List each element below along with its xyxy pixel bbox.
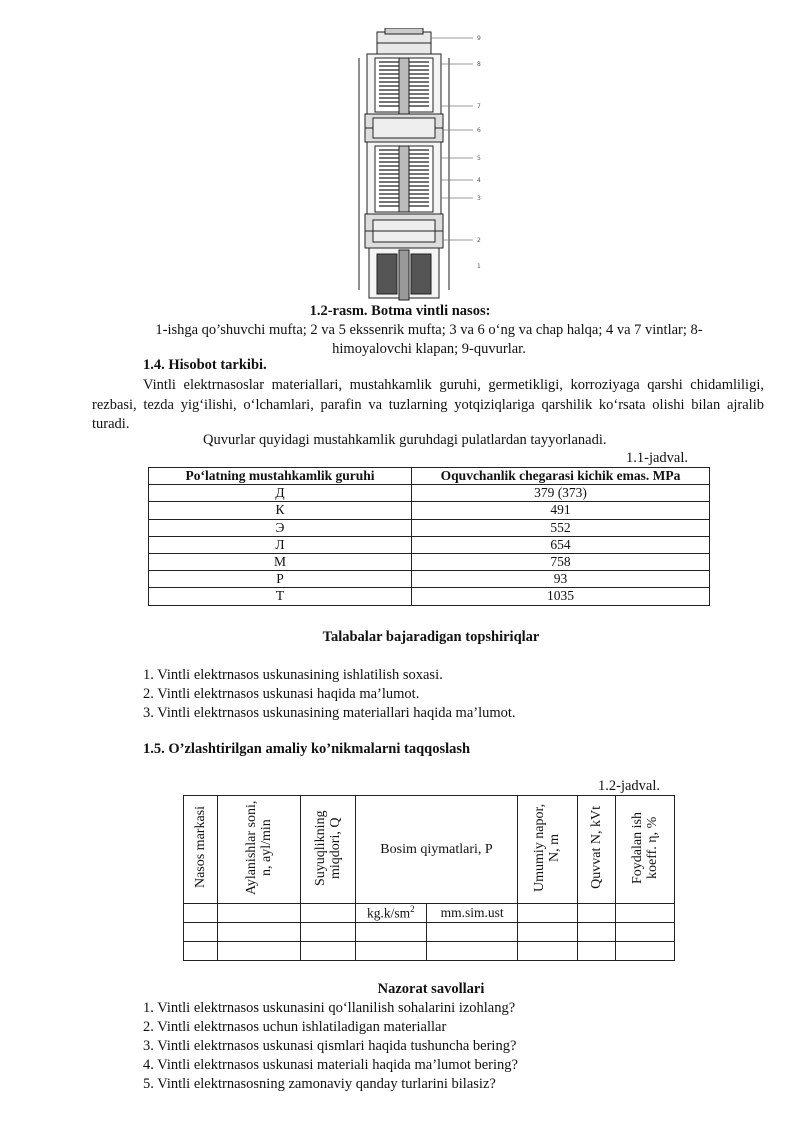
table-cell	[355, 923, 426, 942]
table-row	[149, 553, 710, 570]
callout-2: 2	[477, 237, 481, 244]
table-row	[184, 904, 675, 923]
table-header-cell: Bosim qiymatlari, P	[355, 796, 518, 904]
list-item: 2. Vintli elektrnasos uskunasi haqida ma’lumot.	[143, 686, 420, 702]
table-header-row	[184, 796, 675, 904]
table-cell	[301, 923, 355, 942]
callout-7: 7	[477, 103, 481, 110]
table-cell	[301, 942, 355, 961]
table-header-row	[149, 468, 710, 485]
callout-8: 8	[477, 61, 481, 68]
table-cell	[218, 923, 301, 942]
table-row	[149, 502, 710, 519]
callout-1: 1	[477, 263, 481, 270]
table2-label: 1.2-jadval.	[597, 778, 660, 794]
callout-6: 6	[477, 127, 481, 134]
section-heading-1-5: 1.5. O’zlashtirilgan amaliy ko’nikmalarni taqqoslash	[143, 741, 471, 757]
list-item: 1. Vintli elektrnasos uskunasining ishlatilish soxasi.	[143, 667, 443, 683]
table-row	[184, 923, 675, 942]
table-cell	[615, 923, 674, 942]
table-cell	[184, 942, 218, 961]
table-row	[149, 588, 710, 605]
table-row	[184, 942, 675, 961]
list-item: 3. Vintli elektrnasos uskunasi qismlari haqida tushuncha bering?	[143, 1038, 517, 1054]
figure-caption-title: 1.2-rasm. Botma vintli nasos:	[309, 303, 491, 319]
table-cell	[577, 923, 615, 942]
table-cell: М	[149, 553, 412, 570]
table-cell	[518, 942, 577, 961]
table-cell: Р	[149, 571, 412, 588]
callout-3: 3	[477, 195, 481, 202]
list-item: 4. Vintli elektrnasos uskunasi materiali haqida ma’lumot bering?	[143, 1057, 518, 1073]
table-cell: Д	[149, 485, 412, 502]
strength-table	[148, 467, 710, 606]
table-header-cell: Nasos markasi	[184, 796, 218, 904]
table-header-cell: Suyuqlikning miqdori, Q	[301, 796, 355, 904]
questions-heading: Nazorat savollari	[377, 981, 485, 997]
table-cell	[426, 923, 517, 942]
table-header-cell: Oquvchanlik chegarasi kichik emas. MPa	[412, 468, 710, 485]
tasks-heading: Talabalar bajaradigan topshiriqlar	[322, 629, 540, 645]
table-row	[149, 571, 710, 588]
table-cell	[577, 942, 615, 961]
table-cell: 758	[412, 553, 710, 570]
table-cell: 491	[412, 502, 710, 519]
table-cell	[518, 904, 577, 923]
table-header-cell: Po‘latning mustahkamlik guruhi	[149, 468, 412, 485]
table-cell	[615, 942, 674, 961]
table-cell	[218, 904, 301, 923]
table-cell	[301, 904, 355, 923]
table-cell: Т	[149, 588, 412, 605]
table-cell	[426, 942, 517, 961]
table-cell	[184, 904, 218, 923]
pump-figure	[355, 28, 495, 302]
table-cell: mm.sim.ust	[426, 904, 517, 923]
table-row	[149, 485, 710, 502]
table-header-cell: Quvvat N, kVt	[577, 796, 615, 904]
table-cell: Л	[149, 536, 412, 553]
table-cell	[218, 942, 301, 961]
table-cell: $kg.k/sm^2$	[355, 904, 426, 923]
callout-9: 9	[477, 35, 481, 42]
list-item: 3. Vintli elektrnasos uskunasining materiallari haqida ma’lumot.	[143, 705, 516, 721]
table-cell: К	[149, 502, 412, 519]
table-cell: 93	[412, 571, 710, 588]
callout-5: 5	[477, 155, 481, 162]
comparison-table	[183, 795, 675, 961]
table-row	[149, 536, 710, 553]
table-header-cell: Foydalan ish koeff. η, %	[615, 796, 674, 904]
section-line: Quvurlar quyidagi mustahkamlik guruhdagi pulatlardan tayyorlanadi.	[203, 432, 607, 448]
table-cell: Э	[149, 519, 412, 536]
list-item: 5. Vintli elektrnasosning zamonaviy qanday turlarini bilasiz?	[143, 1076, 496, 1092]
table-cell: 552	[412, 519, 710, 536]
table-row	[149, 519, 710, 536]
callout-4: 4	[477, 177, 481, 184]
list-item: 1. Vintli elektrnasos uskunasini qo‘llanilish sohalarini izohlang?	[143, 1000, 516, 1016]
questions-list	[143, 999, 518, 1094]
table-header-cell: Umumiy napor, N, m	[518, 796, 577, 904]
table-cell	[577, 904, 615, 923]
table-cell	[615, 904, 674, 923]
section-paragraph: Vintli elektrnasoslar materiallari, mustahkamlik guruhi, germetikligi, korroziyaga qarshi chidamliligi, rezbasi, tezda yig‘ilishi, o‘lchamlari, parafin va tuzlarning yotqiziqlariga qarshilik ko‘rsata olishi bilan ajralib turadi.	[92, 377, 764, 432]
table1-label: 1.1-jadval.	[625, 450, 688, 466]
section-heading-1-4: 1.4. Hisobot tarkibi.	[143, 357, 267, 373]
table-cell: 1035	[412, 588, 710, 605]
table-cell	[184, 923, 218, 942]
table-cell: 654	[412, 536, 710, 553]
list-item: 2. Vintli elektrnasos uchun ishlatiladigan materiallar	[143, 1019, 447, 1035]
figure-caption-body: 1-ishga qo’shuvchi mufta; 2 va 5 ekssenrik mufta; 3 va 6 o‘ng va chap halqa; 4 va 7 vintlar; 8-himoyalovchi klapan; 9-quvurlar.	[155, 322, 703, 357]
table-cell	[518, 923, 577, 942]
tasks-list	[143, 666, 516, 723]
table-header-cell: Aylanishlar soni, n, ayl/min	[218, 796, 301, 904]
table-cell	[355, 942, 426, 961]
table-cell: 379 (373)	[412, 485, 710, 502]
